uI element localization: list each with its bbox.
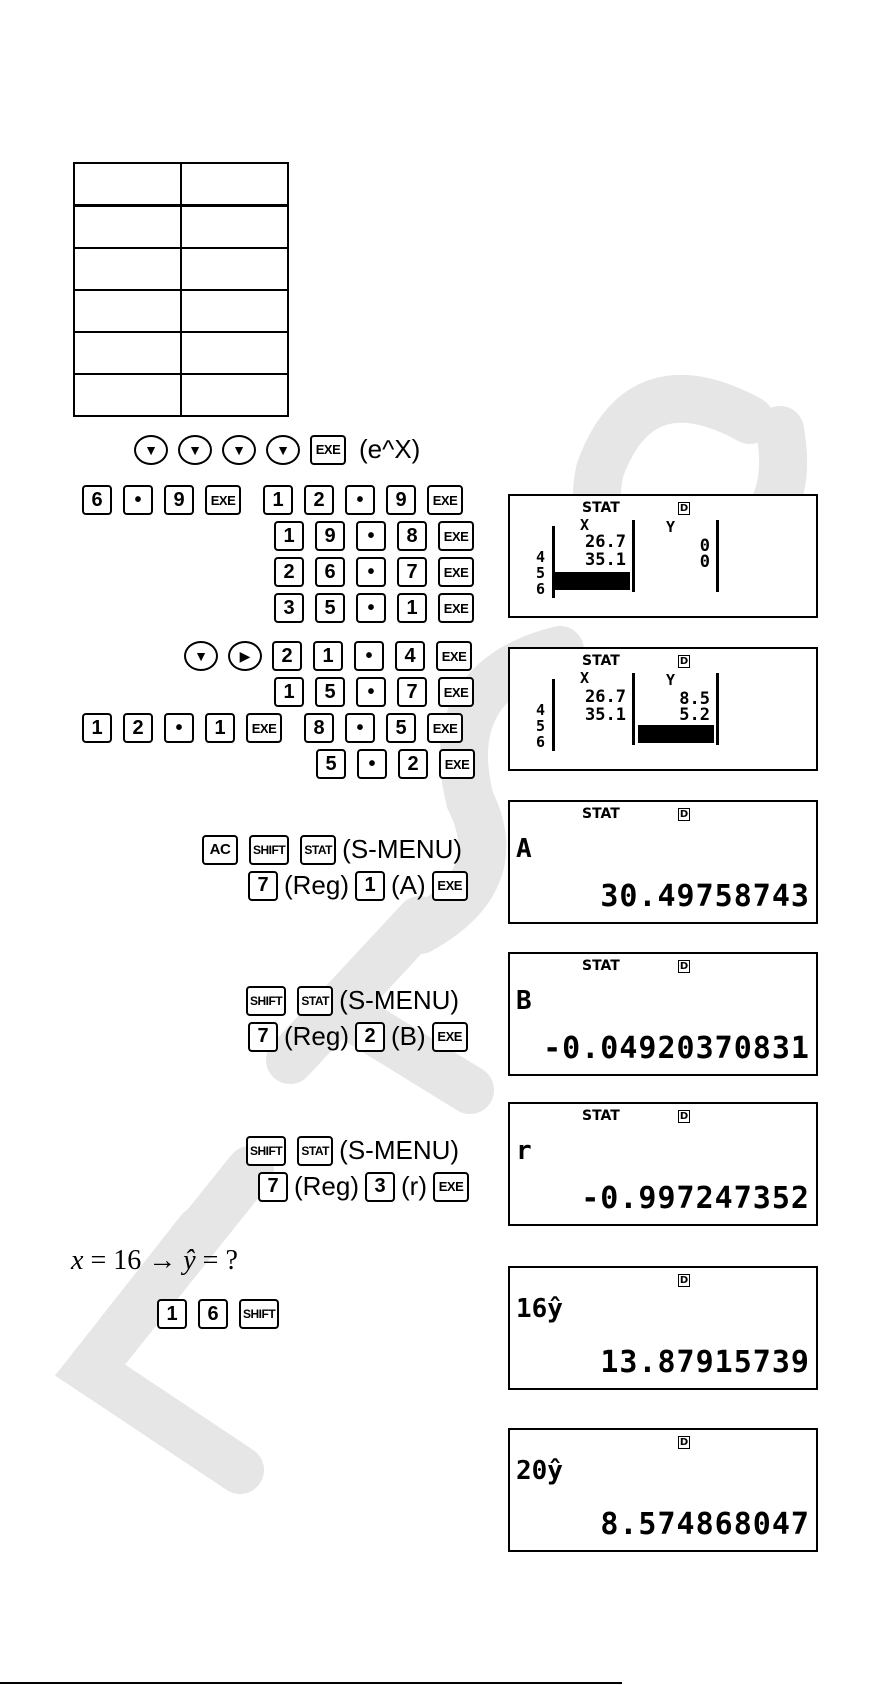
shift-key[interactable]: SHIFT xyxy=(249,835,289,865)
stat-key[interactable]: STAT xyxy=(300,835,336,865)
key-1[interactable]: 1 xyxy=(355,871,385,901)
lcd-screen-prediction-16 xyxy=(508,1266,818,1390)
table-cell xyxy=(181,290,288,332)
table-row xyxy=(74,290,288,332)
x-variable: x xyxy=(71,1245,84,1276)
footer-rule xyxy=(0,1682,622,1684)
row-number: 5 xyxy=(536,717,546,735)
key-7[interactable]: 7 xyxy=(248,871,278,901)
regression-b-menu-sequence xyxy=(246,985,459,1016)
key-2[interactable]: 2 xyxy=(398,749,428,779)
key-5[interactable]: 5 xyxy=(315,593,345,623)
key-6[interactable]: 6 xyxy=(82,485,112,515)
key-point[interactable]: • xyxy=(164,713,194,743)
mode-label: (e^X) xyxy=(359,434,421,464)
s-menu-label: (S-MENU) xyxy=(342,834,463,864)
down-arrow-key[interactable]: ▼ xyxy=(184,641,218,671)
exe-key[interactable]: EXE xyxy=(310,435,346,465)
lcd-screen-regression-b xyxy=(508,952,818,1076)
regression-a-menu-sequence xyxy=(202,834,462,865)
table-cell xyxy=(74,332,181,374)
y-cell: 5.2 xyxy=(679,705,710,725)
stat-key[interactable]: STAT xyxy=(297,986,333,1016)
exe-key[interactable]: EXE xyxy=(427,713,463,743)
down-arrow-key[interactable]: ▼ xyxy=(222,435,256,465)
shift-key[interactable]: SHIFT xyxy=(246,1136,286,1166)
x-column-header: X xyxy=(580,669,590,687)
lcd-screen-stat-y xyxy=(508,647,818,771)
key-sequence-row xyxy=(274,677,474,707)
stat-indicator: STAT xyxy=(582,1108,620,1124)
key-1[interactable]: 1 xyxy=(274,521,304,551)
key-7[interactable]: 7 xyxy=(397,677,427,707)
key-point[interactable]: • xyxy=(356,677,386,707)
column-divider xyxy=(552,679,555,751)
key-9[interactable]: 9 xyxy=(315,521,345,551)
stat-indicator: STAT xyxy=(582,958,620,974)
table-row xyxy=(74,332,288,374)
table-cell xyxy=(181,248,288,290)
table-cell xyxy=(181,206,288,249)
exe-key[interactable]: EXE xyxy=(438,593,474,623)
key-sequence-row xyxy=(274,593,474,623)
key-3[interactable]: 3 xyxy=(274,593,304,623)
result-value: 30.49758743 xyxy=(600,879,810,914)
input-line: 16ŷ xyxy=(516,1294,563,1324)
y-column-header: Y xyxy=(666,518,676,536)
key-point[interactable]: • xyxy=(356,557,386,587)
key-2[interactable]: 2 xyxy=(304,485,334,515)
degree-indicator: D xyxy=(679,1437,689,1448)
reg-label: (Reg) xyxy=(284,870,350,900)
exe-key[interactable]: EXE xyxy=(205,485,241,515)
a-label: (A) xyxy=(391,870,426,900)
key-2[interactable]: 2 xyxy=(355,1022,385,1052)
shift-key[interactable]: SHIFT xyxy=(239,1299,279,1329)
stat-key[interactable]: STAT xyxy=(297,1136,333,1166)
table-row xyxy=(74,374,288,416)
table-cell xyxy=(181,332,288,374)
exe-key[interactable]: EXE xyxy=(433,1172,469,1202)
prediction-expression xyxy=(71,1245,238,1277)
key-point[interactable]: • xyxy=(345,485,375,515)
table-row xyxy=(74,248,288,290)
table-cell xyxy=(181,163,288,206)
row-number: 6 xyxy=(536,733,546,751)
exe-key[interactable]: EXE xyxy=(246,713,282,743)
key-point[interactable]: • xyxy=(356,593,386,623)
degree-indicator: D xyxy=(679,503,689,514)
x-cell: 35.1 xyxy=(585,550,626,570)
lcd-screen-stat-x xyxy=(508,494,818,618)
key-point[interactable]: • xyxy=(357,749,387,779)
key-3[interactable]: 3 xyxy=(365,1172,395,1202)
key-1[interactable]: 1 xyxy=(313,641,343,671)
result-value: -0.997247352 xyxy=(581,1181,810,1216)
key-point[interactable]: • xyxy=(354,641,384,671)
degree-indicator: D xyxy=(679,656,689,667)
r-label: (r) xyxy=(401,1171,427,1201)
y-hat-variable: ŷ xyxy=(183,1245,196,1276)
exe-key[interactable]: EXE xyxy=(438,677,474,707)
key-6[interactable]: 6 xyxy=(198,1299,228,1329)
key-2[interactable]: 2 xyxy=(272,641,302,671)
correlation-menu-sequence xyxy=(246,1135,459,1166)
y-cell: 8.5 xyxy=(679,689,710,709)
exe-key[interactable]: EXE xyxy=(439,749,475,779)
lcd-screen-prediction-20 xyxy=(508,1428,818,1552)
key-5[interactable]: 5 xyxy=(316,749,346,779)
key-2[interactable]: 2 xyxy=(123,713,153,743)
result-value: 8.574868047 xyxy=(600,1507,810,1542)
x-cell: 35.1 xyxy=(585,705,626,725)
lcd-screen-correlation xyxy=(508,1102,818,1226)
table-cell xyxy=(74,206,181,249)
mode-select-sequence xyxy=(134,434,420,465)
exe-key[interactable]: EXE xyxy=(432,871,468,901)
key-6[interactable]: 6 xyxy=(315,557,345,587)
key-point[interactable]: • xyxy=(345,713,375,743)
input-line: B xyxy=(516,986,532,1016)
b-label: (B) xyxy=(391,1021,426,1051)
key-8[interactable]: 8 xyxy=(304,713,334,743)
down-arrow-key[interactable]: ▼ xyxy=(178,435,212,465)
exe-key[interactable]: EXE xyxy=(436,641,472,671)
table-cell xyxy=(181,374,288,416)
degree-indicator: D xyxy=(679,1111,689,1122)
input-line: A xyxy=(516,834,532,864)
result-value: 13.87915739 xyxy=(600,1345,810,1380)
lcd-screen-regression-a xyxy=(508,800,818,924)
key-5[interactable]: 5 xyxy=(315,677,345,707)
down-arrow-key[interactable]: ▼ xyxy=(134,435,168,465)
key-9[interactable]: 9 xyxy=(164,485,194,515)
key-point[interactable]: • xyxy=(123,485,153,515)
degree-indicator: D xyxy=(679,961,689,972)
key-9[interactable]: 9 xyxy=(386,485,416,515)
prediction-key-sequence xyxy=(157,1299,279,1329)
data-table xyxy=(73,162,289,417)
exe-key[interactable]: EXE xyxy=(432,1022,468,1052)
key-7[interactable]: 7 xyxy=(397,557,427,587)
expr-mid: = 16 → xyxy=(90,1245,177,1276)
y-cell: 0 xyxy=(699,552,710,572)
x-cell: 26.7 xyxy=(585,532,626,552)
key-sequence-row xyxy=(82,713,463,743)
key-sequence-row xyxy=(274,521,474,551)
table-cell xyxy=(74,374,181,416)
key-1[interactable]: 1 xyxy=(205,713,235,743)
key-1[interactable]: 1 xyxy=(397,593,427,623)
key-sequence-row xyxy=(82,485,463,515)
x-cell: 26.7 xyxy=(585,687,626,707)
regression-a-select-sequence xyxy=(248,870,468,901)
stat-indicator: STAT xyxy=(582,653,620,669)
stat-indicator: STAT xyxy=(582,500,620,516)
reg-label: (Reg) xyxy=(284,1021,350,1051)
table-cell xyxy=(74,163,181,206)
reg-label: (Reg) xyxy=(294,1171,360,1201)
key-1[interactable]: 1 xyxy=(82,713,112,743)
s-menu-label: (S-MENU) xyxy=(339,1135,460,1165)
stat-indicator: STAT xyxy=(582,806,620,822)
column-divider xyxy=(632,520,635,592)
key-point[interactable]: • xyxy=(356,521,386,551)
x-column-header: X xyxy=(580,516,590,534)
exe-key[interactable]: EXE xyxy=(438,557,474,587)
table-row xyxy=(74,163,288,206)
key-2[interactable]: 2 xyxy=(274,557,304,587)
key-8[interactable]: 8 xyxy=(397,521,427,551)
s-menu-label: (S-MENU) xyxy=(339,985,460,1015)
key-sequence-row xyxy=(316,749,475,779)
y-cell: 0 xyxy=(699,536,710,556)
correlation-select-sequence xyxy=(258,1171,469,1202)
y-column-header: Y xyxy=(666,671,676,689)
column-divider xyxy=(716,673,719,745)
key-7[interactable]: 7 xyxy=(258,1172,288,1202)
regression-b-select-sequence xyxy=(248,1021,468,1052)
exe-key[interactable]: EXE xyxy=(438,521,474,551)
table-row xyxy=(74,206,288,249)
down-arrow-key[interactable]: ▼ xyxy=(266,435,300,465)
row-number: 6 xyxy=(536,580,546,598)
table-cell xyxy=(74,248,181,290)
input-line: r xyxy=(516,1136,532,1166)
ac-key[interactable]: AC xyxy=(202,835,238,865)
key-1[interactable]: 1 xyxy=(263,485,293,515)
table-cell xyxy=(74,290,181,332)
row-number: 4 xyxy=(536,701,546,719)
key-7[interactable]: 7 xyxy=(248,1022,278,1052)
column-divider xyxy=(716,520,719,592)
cursor-highlight xyxy=(555,572,630,590)
key-1[interactable]: 1 xyxy=(157,1299,187,1329)
exe-key[interactable]: EXE xyxy=(427,485,463,515)
key-sequence-row xyxy=(274,557,474,587)
right-arrow-key[interactable]: ▶ xyxy=(228,641,262,671)
key-5[interactable]: 5 xyxy=(386,713,416,743)
column-divider xyxy=(632,673,635,745)
key-4[interactable]: 4 xyxy=(395,641,425,671)
shift-key[interactable]: SHIFT xyxy=(246,986,286,1016)
row-number: 5 xyxy=(536,564,546,582)
key-1[interactable]: 1 xyxy=(274,677,304,707)
expr-tail: = ? xyxy=(202,1245,238,1276)
degree-indicator: D xyxy=(679,809,689,820)
cursor-highlight xyxy=(638,725,714,743)
degree-indicator: D xyxy=(679,1275,689,1286)
result-value: -0.04920370831 xyxy=(543,1031,810,1066)
row-number: 4 xyxy=(536,548,546,566)
key-sequence-row xyxy=(184,641,472,671)
input-line: 20ŷ xyxy=(516,1456,563,1486)
